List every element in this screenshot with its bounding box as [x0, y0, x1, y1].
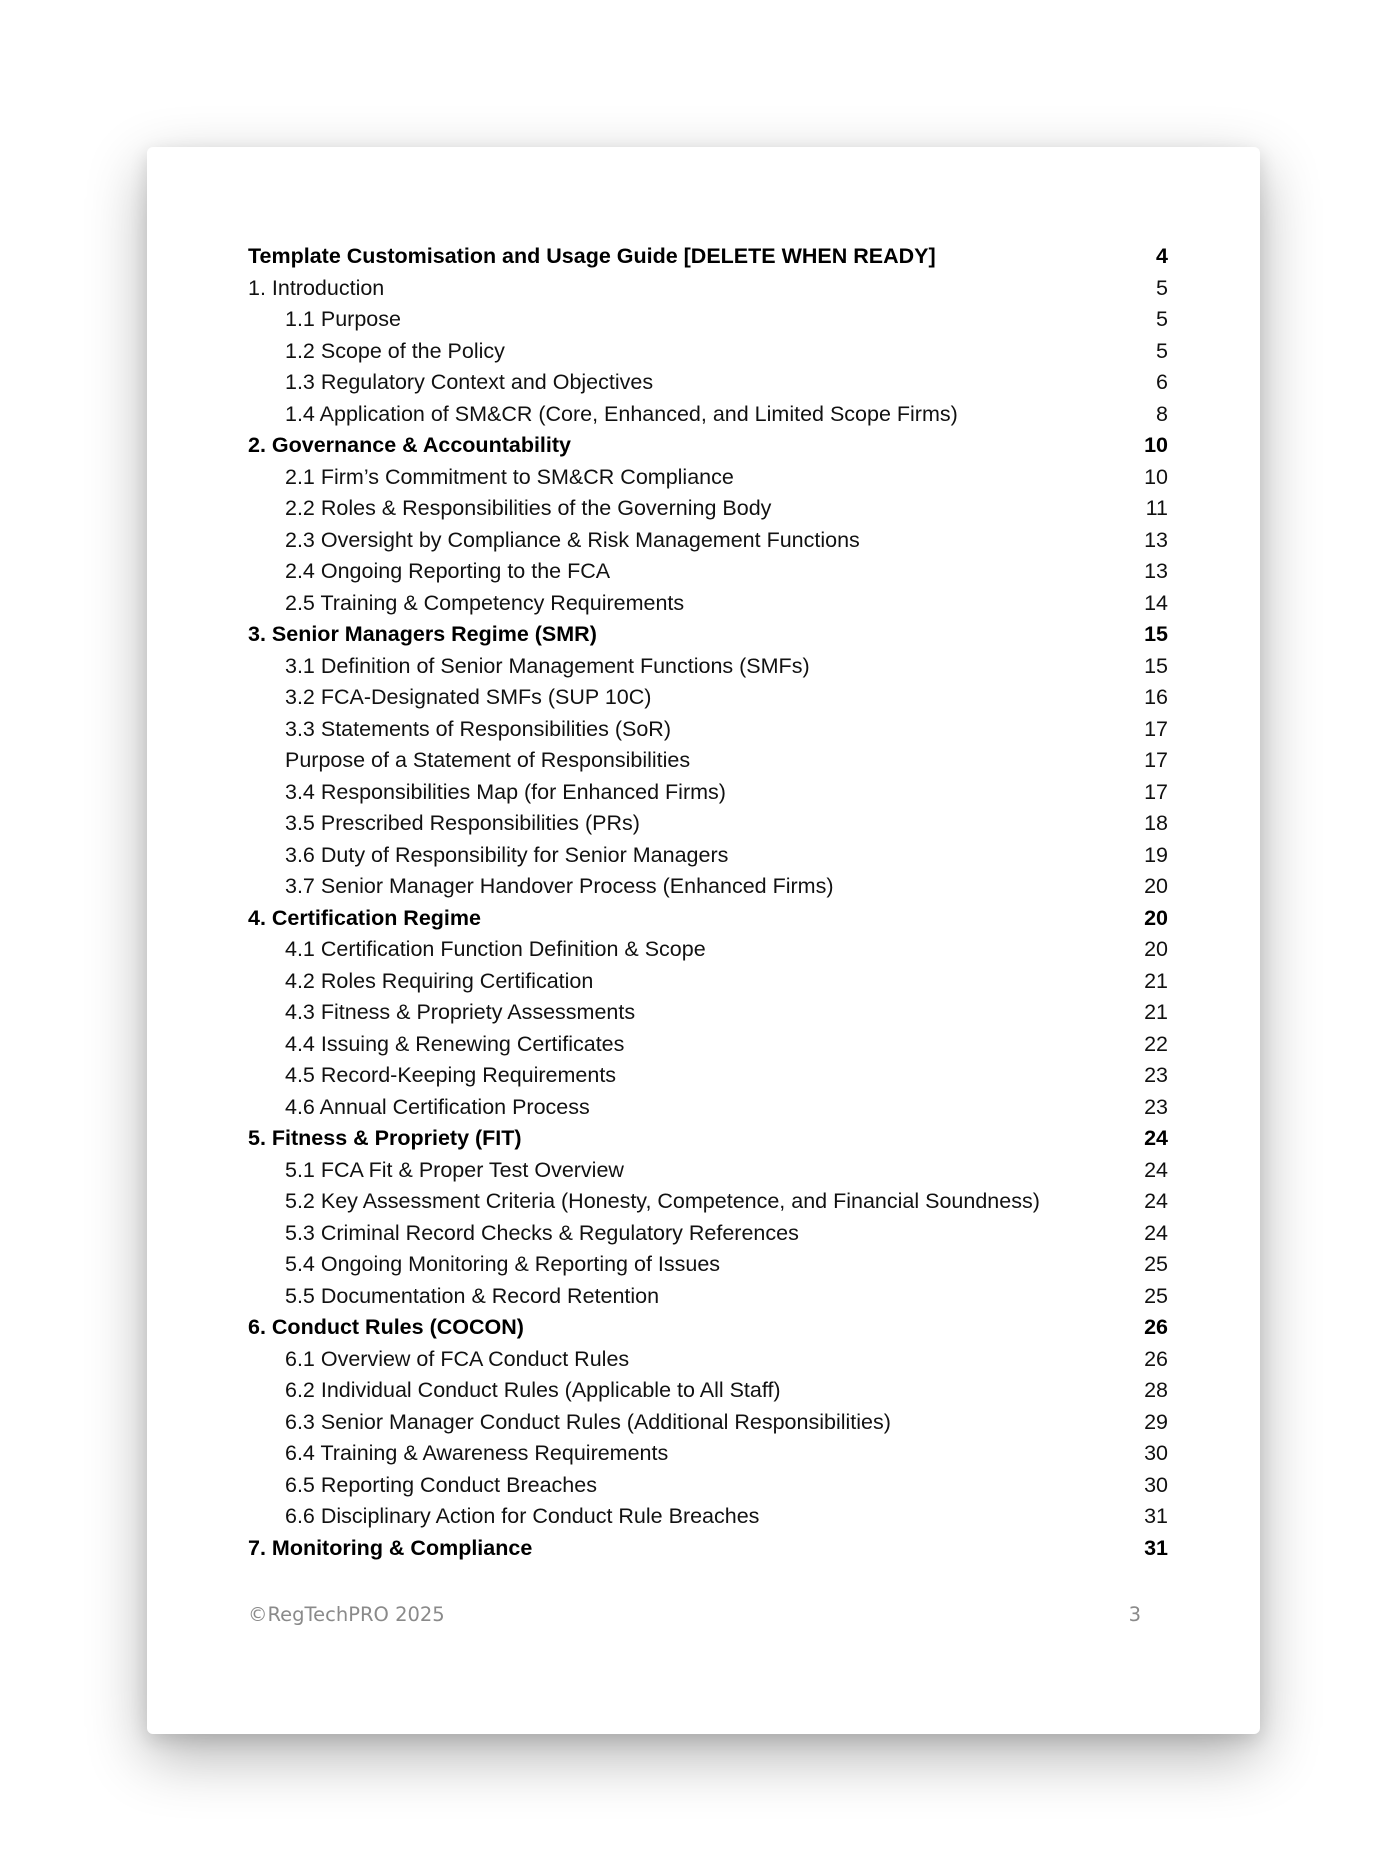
- toc-entry[interactable]: [248, 1060, 1168, 1092]
- toc-entry-page-number: 13: [1144, 527, 1168, 552]
- toc-entry[interactable]: [248, 1155, 1168, 1187]
- toc-entry-label: 1.3 Regulatory Context and Objectives: [285, 370, 654, 394]
- toc-entry-label: 3.3 Statements of Responsibilities (SoR): [285, 716, 671, 741]
- toc-entry-label: 6.1 Overview of FCA Conduct Rules: [285, 1346, 630, 1371]
- toc-entry[interactable]: [248, 462, 1168, 494]
- toc-entry-page-number: 31: [1144, 1504, 1168, 1528]
- toc-entry[interactable]: [248, 1407, 1168, 1439]
- toc-entry-page-number: 24: [1144, 1126, 1168, 1150]
- toc-entry-label: 5.3 Criminal Record Checks & Regulatory References: [285, 1220, 799, 1245]
- toc-entry-page-number: 8: [1156, 401, 1168, 426]
- toc-entry-page-number: 21: [1144, 1000, 1168, 1024]
- toc-entry-page-number: 31: [1144, 1535, 1168, 1560]
- toc-entry-label: Template Customisation and Usage Guide [DELETE WHEN READY]: [248, 244, 936, 268]
- toc-entry[interactable]: [248, 1123, 1168, 1155]
- toc-entry-page-number: 5: [1156, 307, 1168, 331]
- toc-entry[interactable]: [248, 556, 1168, 588]
- toc-entry-page-number: 26: [1144, 1315, 1168, 1339]
- toc-entry-page-number: 23: [1144, 1094, 1168, 1119]
- toc-entry[interactable]: [248, 1029, 1168, 1061]
- toc-entry-label: 1.4 Application of SM&CR (Core, Enhanced, and Limited Scope Firms): [285, 401, 958, 426]
- toc-entry[interactable]: [248, 1533, 1168, 1565]
- toc-entry[interactable]: [248, 1438, 1168, 1470]
- toc-entry-label: 4. Certification Regime: [248, 905, 481, 930]
- toc-entry[interactable]: [248, 934, 1168, 966]
- toc-entry-label: 2.3 Oversight by Compliance & Risk Management Functions: [285, 527, 860, 552]
- toc-entry-label: 1.2 Scope of the Policy: [285, 338, 505, 363]
- toc-entry-label: 2. Governance & Accountability: [248, 433, 571, 457]
- toc-entry-page-number: 10: [1144, 433, 1168, 457]
- footer-copyright: ©RegTechPRO 2025: [248, 1603, 445, 1626]
- toc-entry[interactable]: [248, 336, 1168, 368]
- toc-entry-page-number: 4: [1156, 244, 1168, 268]
- toc-entry-label: 3.7 Senior Manager Handover Process (Enhanced Firms): [285, 874, 834, 898]
- toc-entry-label: 5.1 FCA Fit & Proper Test Overview: [285, 1157, 624, 1182]
- toc-entry-label: 6.2 Individual Conduct Rules (Applicable to All Staff): [285, 1378, 781, 1402]
- toc-entry[interactable]: [248, 903, 1168, 935]
- toc-entry-label: 1.1 Purpose: [285, 307, 401, 331]
- toc-entry-page-number: 5: [1156, 338, 1168, 363]
- toc-entry-page-number: 23: [1144, 1063, 1168, 1087]
- table-of-contents: [248, 241, 1168, 1564]
- toc-entry[interactable]: [248, 966, 1168, 998]
- toc-entry-page-number: 21: [1144, 968, 1168, 993]
- toc-entry-page-number: 28: [1144, 1378, 1168, 1402]
- toc-entry-label: 6.4 Training & Awareness Requirements: [285, 1441, 669, 1465]
- toc-entry-label: 5. Fitness & Propriety (FIT): [248, 1126, 522, 1150]
- toc-entry[interactable]: [248, 1501, 1168, 1533]
- toc-entry[interactable]: [248, 588, 1168, 620]
- toc-entry-label: 2.1 Firm’s Commitment to SM&CR Compliance: [285, 464, 734, 489]
- toc-entry-label: 4.6 Annual Certification Process: [285, 1094, 590, 1119]
- toc-entry-label: 5.2 Key Assessment Criteria (Honesty, Competence, and Financial Soundness): [285, 1189, 1040, 1213]
- toc-entry-page-number: 17: [1144, 779, 1168, 804]
- toc-entry[interactable]: [248, 1281, 1168, 1313]
- toc-entry[interactable]: [248, 871, 1168, 903]
- toc-entry-page-number: 30: [1144, 1441, 1168, 1465]
- toc-entry-page-number: 5: [1156, 275, 1168, 300]
- toc-entry-label: 4.2 Roles Requiring Certification: [285, 968, 594, 993]
- toc-entry[interactable]: [248, 745, 1168, 777]
- toc-entry-page-number: 10: [1144, 464, 1168, 489]
- toc-entry-label: 3.1 Definition of Senior Management Functions (SMFs): [285, 653, 810, 678]
- toc-entry-label: Purpose of a Statement of Responsibilities: [285, 748, 691, 772]
- toc-entry[interactable]: [248, 1375, 1168, 1407]
- toc-entry[interactable]: [248, 1186, 1168, 1218]
- toc-entry[interactable]: [248, 1092, 1168, 1124]
- toc-entry[interactable]: [248, 1312, 1168, 1344]
- footer-page-number: 3: [1128, 1603, 1141, 1626]
- toc-entry-label: 3.4 Responsibilities Map (for Enhanced Firms): [285, 779, 726, 804]
- toc-entry-label: 6. Conduct Rules (COCON): [248, 1315, 524, 1339]
- toc-entry-label: 3.5 Prescribed Responsibilities (PRs): [285, 811, 640, 835]
- toc-entry-label: 5.4 Ongoing Monitoring & Reporting of Issues: [285, 1252, 721, 1276]
- toc-entry-page-number: 16: [1144, 685, 1168, 709]
- toc-entry-page-number: 22: [1144, 1031, 1168, 1056]
- toc-entry-label: 2.2 Roles & Responsibilities of the Governing Body: [285, 496, 772, 520]
- toc-entry-label: 4.3 Fitness & Propriety Assessments: [285, 1000, 636, 1024]
- toc-entry-label: 6.5 Reporting Conduct Breaches: [285, 1472, 597, 1497]
- toc-entry-page-number: 24: [1144, 1220, 1168, 1245]
- toc-entry-page-number: 26: [1144, 1346, 1168, 1371]
- toc-entry-label: 3. Senior Managers Regime (SMR): [248, 622, 597, 646]
- toc-entry-page-number: 6: [1156, 370, 1168, 394]
- toc-entry[interactable]: [248, 997, 1168, 1029]
- toc-entry-page-number: 24: [1144, 1157, 1168, 1182]
- toc-entry-label: 6.6 Disciplinary Action for Conduct Rule Breaches: [285, 1504, 760, 1528]
- toc-entry[interactable]: [248, 682, 1168, 714]
- toc-entry[interactable]: [248, 1344, 1168, 1376]
- toc-entry-page-number: 29: [1144, 1409, 1168, 1434]
- toc-entry[interactable]: [248, 619, 1168, 651]
- toc-entry-label: 7. Monitoring & Compliance: [248, 1535, 533, 1560]
- toc-entry[interactable]: [248, 714, 1168, 746]
- toc-entry[interactable]: [248, 525, 1168, 557]
- toc-entry-page-number: 19: [1144, 842, 1168, 867]
- toc-entry-page-number: 24: [1144, 1189, 1168, 1213]
- toc-entry-page-number: 15: [1144, 622, 1168, 646]
- toc-entry[interactable]: [248, 304, 1168, 336]
- toc-entry-label: 4.5 Record-Keeping Requirements: [285, 1063, 617, 1087]
- toc-entry-page-number: 25: [1144, 1283, 1168, 1308]
- toc-entry-label: 2.5 Training & Competency Requirements: [285, 590, 685, 615]
- toc-entry-page-number: 17: [1144, 716, 1168, 741]
- toc-entry[interactable]: [248, 241, 1168, 273]
- toc-entry-label: 5.5 Documentation & Record Retention: [285, 1283, 660, 1308]
- toc-entry[interactable]: [248, 777, 1168, 809]
- toc-entry-page-number: 30: [1144, 1472, 1168, 1497]
- toc-entry-label: 4.1 Certification Function Definition & Scope: [285, 937, 706, 961]
- toc-entry-page-number: 20: [1144, 874, 1168, 898]
- toc-entry[interactable]: [248, 273, 1168, 305]
- toc-entry[interactable]: [248, 651, 1168, 683]
- toc-entry-page-number: 13: [1144, 559, 1168, 583]
- toc-entry-page-number: 15: [1144, 653, 1168, 678]
- toc-entry-label: 2.4 Ongoing Reporting to the FCA: [285, 559, 611, 583]
- toc-entry[interactable]: [248, 1470, 1168, 1502]
- toc-entry-page-number: 18: [1144, 811, 1168, 835]
- toc-entry[interactable]: [248, 367, 1168, 399]
- toc-entry-label: 6.3 Senior Manager Conduct Rules (Additional Responsibilities): [285, 1409, 891, 1434]
- toc-entry[interactable]: [248, 1218, 1168, 1250]
- toc-entry-page-number: 25: [1144, 1252, 1168, 1276]
- toc-entry-label: 1. Introduction: [248, 275, 385, 300]
- toc-entry[interactable]: [248, 399, 1168, 431]
- toc-entry[interactable]: [248, 430, 1168, 462]
- toc-entry[interactable]: [248, 493, 1168, 525]
- toc-entry-page-number: 20: [1144, 937, 1168, 961]
- toc-entry-page-number: 11: [1145, 496, 1168, 520]
- toc-entry[interactable]: [248, 1249, 1168, 1281]
- toc-entry[interactable]: [248, 808, 1168, 840]
- toc-entry-page-number: 17: [1144, 748, 1168, 772]
- toc-entry-page-number: 20: [1144, 905, 1168, 930]
- toc-entry[interactable]: [248, 840, 1168, 872]
- toc-entry-label: 3.2 FCA-Designated SMFs (SUP 10C): [285, 685, 652, 709]
- toc-entry-label: 3.6 Duty of Responsibility for Senior Managers: [285, 842, 729, 867]
- document-page: [147, 147, 1260, 1734]
- toc-entry-page-number: 14: [1144, 590, 1168, 615]
- toc-entry-label: 4.4 Issuing & Renewing Certificates: [285, 1031, 625, 1056]
